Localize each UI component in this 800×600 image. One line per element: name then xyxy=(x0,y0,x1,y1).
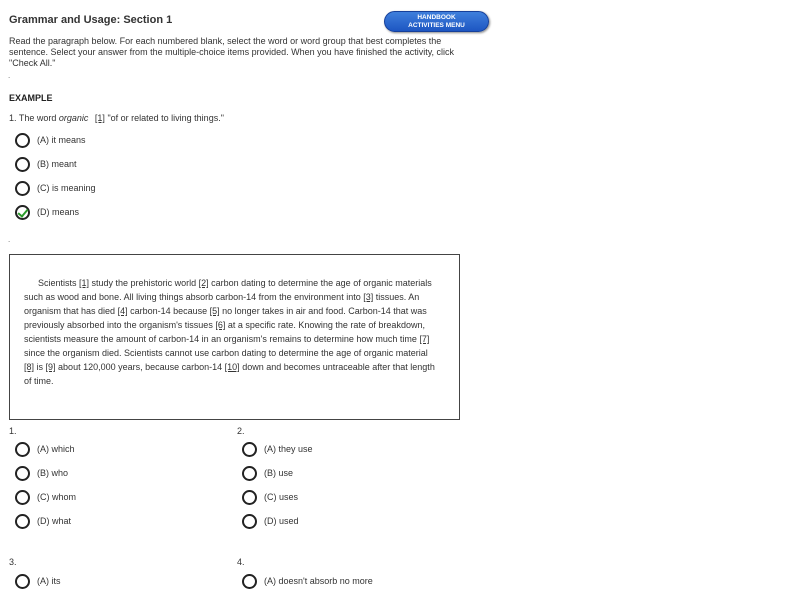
q1-option-b[interactable] xyxy=(15,463,76,483)
paragraph-segment: about 120,000 years, because carbon-14 xyxy=(55,362,225,372)
option-label: (A) doesn't absorb no more xyxy=(264,576,373,586)
paragraph-segment: tissues. An organism that has died xyxy=(24,292,420,316)
option-label: (D) used xyxy=(264,516,299,526)
paragraph-box xyxy=(9,254,460,420)
example-question-prefix: 1. The word xyxy=(9,113,59,123)
q3-option-a[interactable] xyxy=(15,571,61,591)
option-label: (D) means xyxy=(37,207,80,217)
option-label: (B) use xyxy=(264,468,294,478)
option-label: (A) it means xyxy=(37,135,86,145)
paragraph-blank: [4] xyxy=(117,306,128,316)
example-option-b[interactable] xyxy=(15,154,96,174)
radio-button[interactable] xyxy=(242,490,257,505)
question-2-options xyxy=(242,439,313,531)
example-heading: EXAMPLE xyxy=(9,93,53,103)
instructions: Read the paragraph below. For each numbered blank, select the word or word group that best completes the sentence. Select your answer from the multiple-choice items provided. When you have finished the activity, click "Check All." xyxy=(9,36,455,68)
separator-dot-2: . xyxy=(8,235,11,244)
option-label: (A) they use xyxy=(264,444,313,454)
radio-button[interactable] xyxy=(15,466,30,481)
q2-option-d[interactable] xyxy=(242,511,313,531)
radio-button[interactable] xyxy=(242,514,257,529)
paragraph-segment: down and becomes untraceable after that length of time. xyxy=(24,362,435,386)
example-question-suffix: "of or related to living things." xyxy=(104,113,224,123)
option-label: (D) what xyxy=(37,516,72,526)
q2-option-c[interactable] xyxy=(242,487,313,507)
paragraph-segment: carbon dating to determine the age of organic materials such as wood and bone. All living things absorb carbon-14 from the environment into xyxy=(24,278,432,302)
paragraph-blank: [10] xyxy=(224,362,240,372)
paragraph-segment: is xyxy=(34,362,46,372)
radio-button[interactable] xyxy=(15,157,30,172)
option-label: (B) who xyxy=(37,468,69,478)
option-label: (B) meant xyxy=(37,159,77,169)
q1-option-a[interactable] xyxy=(15,439,76,459)
menu-button-line1: HANDBOOK xyxy=(417,14,456,21)
example-option-a[interactable] xyxy=(15,130,96,150)
question-1-number: 1. xyxy=(9,426,17,436)
option-label: (C) uses xyxy=(264,492,299,502)
example-options xyxy=(15,130,96,222)
example-option-c[interactable] xyxy=(15,178,96,198)
menu-button-line2: ACTIVITIES MENU xyxy=(408,22,465,29)
radio-button[interactable] xyxy=(15,181,30,196)
q2-option-b[interactable] xyxy=(242,463,313,483)
example-question xyxy=(9,113,224,123)
paragraph-segment: study the prehistoric world xyxy=(89,278,199,288)
paragraph-segment: carbon-14 because xyxy=(127,306,210,316)
page-title: Grammar and Usage: Section 1 xyxy=(9,14,173,26)
radio-button[interactable] xyxy=(15,490,30,505)
question-4-number: 4. xyxy=(237,557,245,567)
question-1-options xyxy=(15,439,76,531)
q2-option-a[interactable] xyxy=(242,439,313,459)
radio-button[interactable] xyxy=(15,133,30,148)
paragraph-segment: Scientists xyxy=(38,278,80,288)
radio-button[interactable] xyxy=(242,466,257,481)
radio-button[interactable] xyxy=(15,574,30,589)
q4-option-a[interactable] xyxy=(242,571,373,591)
q1-option-c[interactable] xyxy=(15,487,76,507)
paragraph-segment: at a specific rate. Knowing the rate of breakdown, scientists measure the amount of carbon-14 in an organism's remains to determine how much time xyxy=(24,320,425,344)
example-option-d[interactable] xyxy=(15,202,96,222)
paragraph-segment: since the organism died. Scientists cannot use carbon dating to determine the age of organic material xyxy=(24,348,428,358)
paragraph-blank: [7] xyxy=(419,334,430,344)
paragraph-blank: [5] xyxy=(209,306,220,316)
paragraph-blank: [6] xyxy=(215,320,226,330)
paragraph-blank: [2] xyxy=(198,278,209,288)
example-question-italic: organic xyxy=(58,113,89,123)
question-2-number: 2. xyxy=(237,426,245,436)
paragraph-blank: [1] xyxy=(79,278,90,288)
q1-option-d[interactable] xyxy=(15,511,76,531)
option-label: (C) is meaning xyxy=(37,183,96,193)
paragraph-blank: [8] xyxy=(24,362,35,372)
radio-button[interactable] xyxy=(15,442,30,457)
option-label: (A) its xyxy=(37,576,61,586)
radio-button[interactable] xyxy=(15,514,30,529)
option-label: (A) which xyxy=(37,444,75,454)
question-3-options xyxy=(15,571,61,591)
paragraph-blank: [3] xyxy=(363,292,374,302)
radio-button[interactable] xyxy=(242,442,257,457)
option-label: (C) whom xyxy=(37,492,77,502)
paragraph-text xyxy=(24,276,436,388)
separator-dot: . xyxy=(8,71,11,80)
question-4-options xyxy=(242,571,373,591)
checked-radio-icon[interactable] xyxy=(15,205,30,220)
handbook-activities-menu-button[interactable] xyxy=(384,11,489,32)
paragraph-segment: no longer takes in air and food. Carbon-14 that was previously absorbed into the organism's tissues xyxy=(24,306,427,330)
example-question-blank: [1] xyxy=(94,113,105,123)
radio-button[interactable] xyxy=(242,574,257,589)
question-3-number: 3. xyxy=(9,557,17,567)
paragraph-blank: [9] xyxy=(45,362,56,372)
